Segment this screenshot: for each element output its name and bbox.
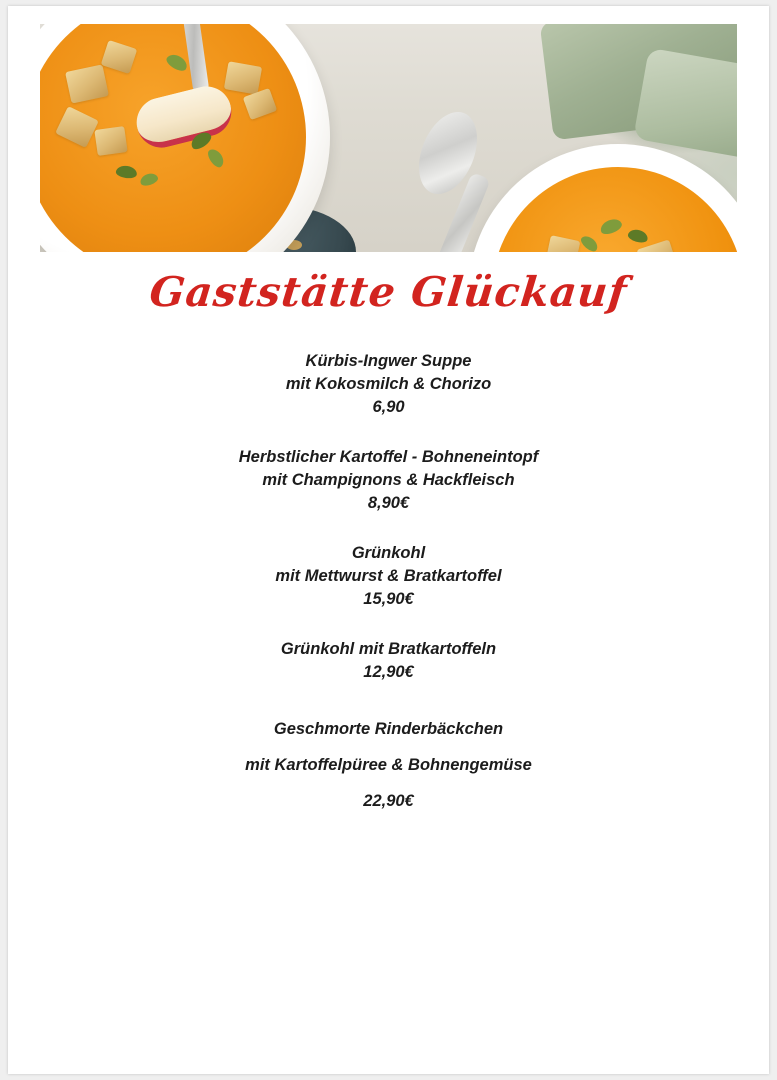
menu-item-name: Grünkohl mit Bratkartoffeln	[280, 640, 497, 658]
crouton-icon	[224, 61, 262, 94]
menu-item-name: Kürbis-Ingwer Suppe	[305, 352, 472, 370]
menu-item-name: Herbstlicher Kartoffel - Bohneneintopf	[238, 448, 539, 466]
menu-item-name: Geschmorte Rinderbäckchen	[273, 720, 504, 738]
menu-item	[8, 350, 769, 419]
menu-item-description: mit Kokosmilch & Chorizo	[285, 375, 492, 393]
menu-item-price: 6,90	[372, 398, 405, 416]
restaurant-name: Gaststätte Glückauf	[147, 268, 630, 316]
menu-item-price: 12,90€	[363, 663, 414, 681]
menu-page	[8, 6, 769, 1074]
photo-background	[40, 24, 737, 252]
menu-item-description: mit Mettwurst & Bratkartoffel	[275, 567, 502, 585]
menu-item-name: Grünkohl	[351, 544, 426, 562]
menu-item-price: 8,90€	[367, 494, 410, 512]
menu-item	[8, 542, 769, 611]
menu-item-description: mit Champignons & Hackfleisch	[262, 471, 515, 489]
menu-item	[8, 446, 769, 515]
header-image	[40, 24, 737, 252]
menu-item-price: 15,90€	[363, 590, 414, 608]
crouton-icon	[94, 126, 127, 156]
menu-list	[8, 350, 769, 846]
menu-item	[8, 638, 769, 684]
menu-item-description: mit Kartoffelpüree & Bohnengemüse	[245, 756, 532, 774]
menu-item	[8, 711, 769, 819]
menu-item-price: 22,90€	[363, 792, 414, 810]
